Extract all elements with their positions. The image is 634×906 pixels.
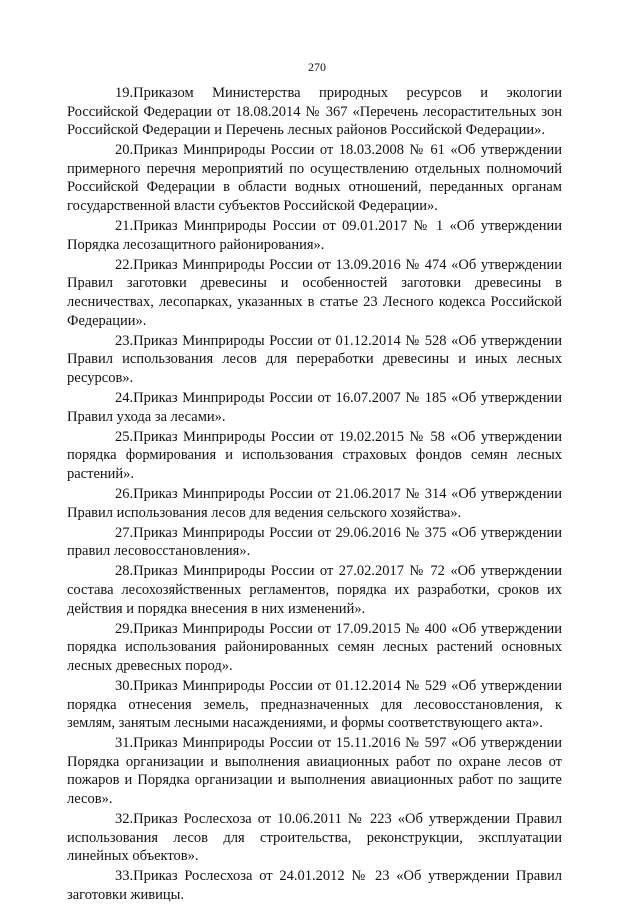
legal-acts-list [67, 84, 562, 906]
item-text: Приказом Министерства природных ресурсов и экологии Российской Федерации от 18.08.2014 № 367 «Перечень лесорастительных зон Российской Федерации и Перечень лесных районов Российской Федерации». [67, 85, 562, 139]
item-text: Приказ Рослесхоза от 24.01.2012 № 23 «Об утверждении Правил заготовки живицы. [67, 868, 562, 903]
item-number: 26. [115, 485, 134, 502]
item-number: 22. [115, 256, 134, 273]
item-number: 20. [115, 142, 134, 159]
list-item [67, 84, 562, 140]
list-item [67, 428, 562, 484]
item-text: Приказ Минприроды России от 01.12.2014 № 529 «Об утверждении порядка отнесения земель, предназначенных для лесовосстановления, к землям, занятым лесными насаждениями, и формы соответствующего акта». [67, 677, 562, 732]
item-text: Приказ Минприроды России от 17.09.2015 № 400 «Об утверждении порядка использования районированных семян лесных растений основных лесных древесных пород». [67, 620, 562, 674]
item-number: 25. [115, 428, 134, 445]
list-item [67, 620, 562, 676]
list-item [67, 332, 562, 388]
list-item [67, 389, 562, 426]
item-text: Приказ Минприроды России от 01.12.2014 № 528 «Об утверждении Правил использования лесов для переработки древесины и иных лесных ресурсов». [67, 332, 562, 386]
item-text: Приказ Минприроды России от 18.03.2008 № 61 «Об утверждении примерного перечня мероприятий по осуществлению отдельных полномочий Российской Федерации в области водных отношений, переданных органам государственной власти субъектов Российской Федерации». [67, 142, 562, 215]
list-item [67, 867, 562, 904]
list-item [67, 562, 562, 618]
list-item [67, 677, 562, 733]
item-number: 30. [115, 677, 134, 694]
item-text: Приказ Рослесхоза от 10.06.2011 № 223 «Об утверждении Правил использования лесов для строительства, реконструкции, эксплуатации линейных объектов». [67, 811, 562, 865]
item-number: 24. [115, 390, 134, 406]
item-text: Приказ Минприроды России от 13.09.2016 № 474 «Об утверждении Правил заготовки древесины и особенностей заготовки древесины в лесничествах, лесопарках, указанных в статье 23 Лесного кодекса Российской Федерации». [67, 256, 562, 329]
item-number: 33. [115, 868, 134, 885]
item-number: 29. [115, 620, 134, 637]
item-text: Приказ Минприроды России от 09.01.2017 № 1 «Об утверждении Порядка лесозащитного районирования». [67, 218, 562, 253]
list-item [67, 524, 562, 561]
item-text: Приказ Минприроды России от 21.06.2017 № 314 «Об утверждении Правил использования лесов для ведения сельского хозяйства». [67, 485, 562, 521]
list-item [67, 810, 562, 866]
list-item [67, 217, 562, 254]
list-item [67, 485, 562, 522]
item-text: Приказ Минприроды России от 16.07.2007 № 185 «Об утверждении Правил ухода за лесами». [67, 390, 562, 425]
list-item [67, 734, 562, 808]
item-number: 31. [115, 735, 134, 752]
item-text: Приказ Минприроды России от 19.02.2015 № 58 «Об утверждении порядка формирования и использования страховых фондов семян лесных растений». [67, 428, 562, 482]
item-number: 28. [115, 563, 134, 580]
item-number: 23. [115, 332, 134, 349]
page-number: 270 [308, 60, 326, 74]
item-number: 21. [115, 218, 134, 235]
item-text: Приказ Минприроды России от 15.11.2016 № 597 «Об утверждении Порядка организации и выполнения авиационных работ по охране лесов от пожаров и Порядка организации и выполнения авиационных работ по защите лесов». [67, 735, 562, 807]
item-number: 19. [115, 85, 134, 101]
item-text: Приказ Минприроды России от 27.02.2017 № 72 «Об утверждении состава лесохозяйственных регламентов, порядка их разработки, сроков их действия и порядка внесения в них изменений». [67, 563, 562, 617]
list-item [67, 141, 562, 215]
item-text: Приказ Минприроды России от 29.06.2016 № 375 «Об утверждении правил лесовосстановления». [67, 524, 562, 560]
item-number: 32. [115, 811, 134, 828]
item-number: 27. [115, 524, 134, 541]
list-item [67, 256, 562, 330]
